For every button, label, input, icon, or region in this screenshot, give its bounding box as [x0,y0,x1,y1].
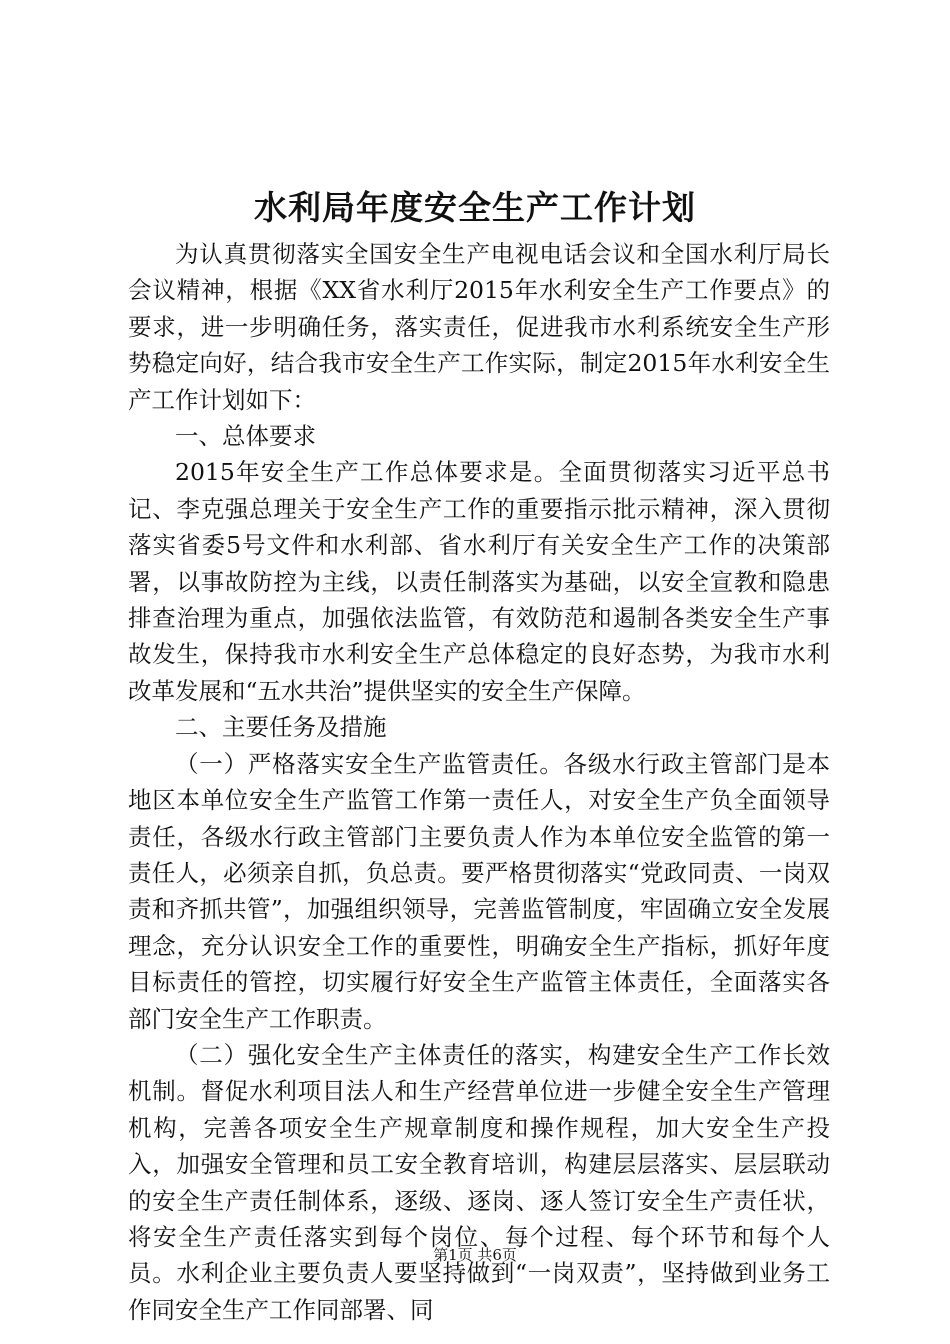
document-body [128,236,830,1328]
section-heading-tasks: 二、主要任务及措施 [175,713,387,742]
intro-paragraph: 为认真贯彻落实全国安全生产电视电话会议和全国水利厅局长会议精神，根据《XX省水利厅2015年水利安全生产工作要点》的要求，进一步明确任务，落实责任，促进我市水利系统安全生产形势稳定向好，结合我市安全生产工作实际，制定2015年水利安全生产工作计划如下： [128,240,830,414]
page-number: 第1页 共6页 [433,1246,517,1264]
task-two-paragraph: （二）强化安全生产主体责任的落实，构建安全生产工作长效机制。督促水利项目法人和生产经营单位进一步健全安全生产管理机构，完善各项安全生产规章制度和操作规程，加大安全生产投入，加强安全管理和员工安全教育培训，构建层层落实、层层联动的安全生产责任制体系，逐级、逐岗、逐人签订安全生产责任状，将安全生产责任落实到每个岗位、每个过程、每个环节和每个人员。水利企业主要负责人要坚持做到“一岗双责”，坚持做到业务工作同安全生产工作同部署、同 [128,1040,830,1324]
general-requirements-paragraph: 2015年安全生产工作总体要求是。全面贯彻落实习近平总书记、李克强总理关于安全生产工作的重要指示批示精神，深入贯彻落实省委5号文件和水利部、省水利厅有关安全生产工作的决策部署，以事故防控为主线，以责任制落实为基础，以安全宣教和隐患排查治理为重点，加强依法监管，有效防范和遏制各类安全生产事故发生，保持我市水利安全生产总体稳定的良好态势，为我市水利改革发展和“五水共治”提供坚实的安全生产保障。 [128,458,830,705]
document-title: 水利局年度安全生产工作计划 [254,188,696,227]
task-one-paragraph: （一）严格落实安全生产监管责任。各级水行政主管部门是本地区本单位安全生产监管工作第一责任人，对安全生产负全面领导责任，各级水行政主管部门主要负责人作为本单位安全监管的第一责任人，必须亲自抓，负总责。要严格贯彻落实“党政同责、一岗双责和齐抓共管”，加强组织领导，完善监管制度，牢固确立安全发展理念，充分认识安全工作的重要性，明确安全生产指标，抓好年度目标责任的管控，切实履行好安全生产监管主体责任，全面落实各部门安全生产工作职责。 [128,749,830,1033]
section-heading-general: 一、总体要求 [175,422,316,451]
